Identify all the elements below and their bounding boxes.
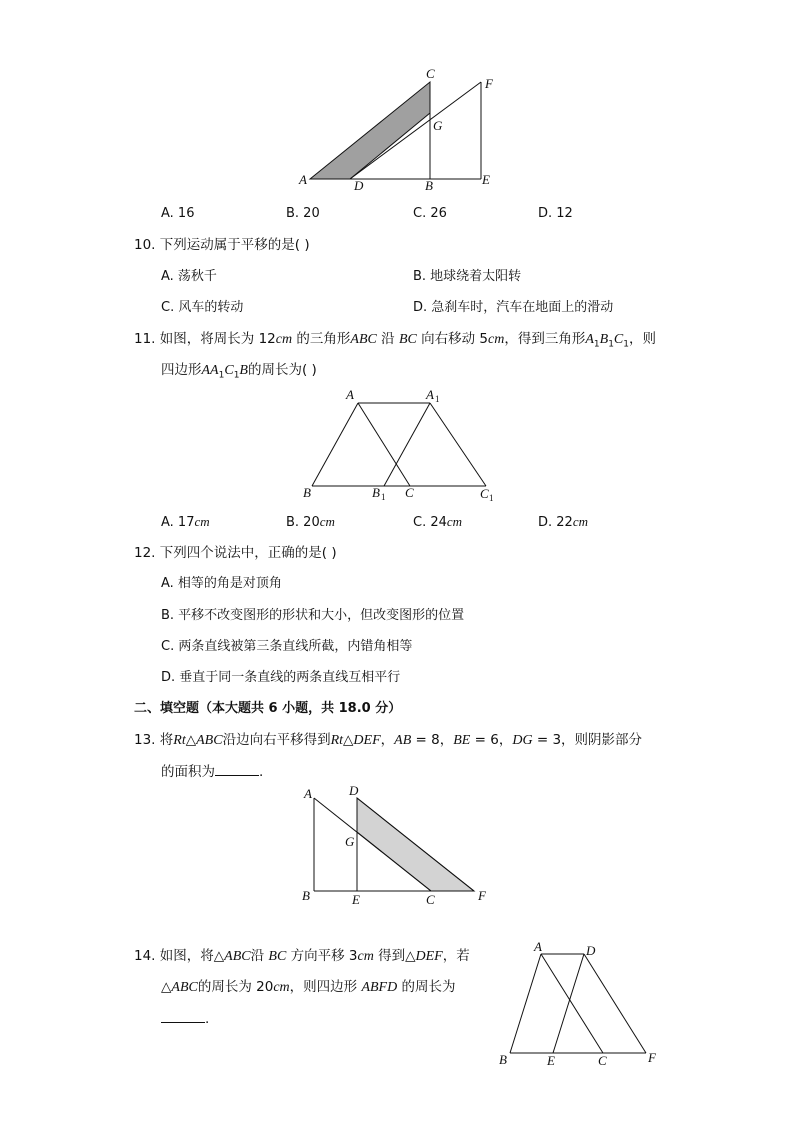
var: ABFD xyxy=(361,980,398,995)
text: 四边形 xyxy=(161,362,202,378)
var: Rt xyxy=(330,733,344,748)
figure-q9 xyxy=(290,62,510,197)
text: ，若 xyxy=(442,948,470,964)
q12-stem xyxy=(134,544,337,562)
text: 向右移动 5 xyxy=(416,331,488,347)
q11-number: 11. xyxy=(134,331,156,347)
q12-option-b[interactable]: B. 平移不改变图形的形状和大小，但改变图形的位置 xyxy=(161,608,465,623)
sub: 1 xyxy=(593,339,600,350)
text: ，则四边形 xyxy=(289,979,362,995)
text: = 6 xyxy=(470,732,499,748)
q11-option-d[interactable] xyxy=(538,513,588,532)
segment-a1b1 xyxy=(384,403,430,486)
segment-ab xyxy=(510,954,541,1053)
q10-stem xyxy=(134,236,310,254)
label-a: A xyxy=(346,387,354,402)
text: ，得到三角形 xyxy=(504,331,586,347)
text: 沿边向右平移得到 xyxy=(222,732,331,748)
q10-number: 10. xyxy=(134,237,156,253)
var: AB xyxy=(394,733,412,748)
text: ， xyxy=(380,732,395,748)
unit: cm xyxy=(273,980,290,995)
text: 沿 xyxy=(376,331,399,347)
text: ，则 xyxy=(629,331,656,347)
q12-option-d[interactable]: D. 垂直于同一条直线的两条直线互相平行 xyxy=(161,670,401,685)
q10-option-c[interactable]: C. 风车的转动 xyxy=(161,300,244,315)
var: A xyxy=(585,332,594,347)
text: B. 20 xyxy=(286,515,320,530)
label-c: C xyxy=(598,1053,607,1068)
label-f: F xyxy=(485,76,493,91)
q14-stem-line1 xyxy=(134,947,470,966)
segment-ac xyxy=(358,403,410,486)
label-b: B xyxy=(303,485,311,500)
label-b: B xyxy=(302,888,310,903)
unit: cm xyxy=(275,332,293,347)
section-title: 二、填空题（本大题共 6 小题，共 18.0 分） xyxy=(134,701,402,716)
q9-option-b[interactable]: B. 20 xyxy=(286,206,320,221)
label-c1: C xyxy=(480,486,489,501)
text: 将 xyxy=(159,732,174,748)
text: ，则阴影部分 xyxy=(561,732,643,748)
label-b1-sub: 1 xyxy=(381,492,386,502)
var: BE xyxy=(453,733,471,748)
q11-option-c[interactable] xyxy=(413,513,462,532)
text: A. 17 xyxy=(161,515,195,530)
var: DEF xyxy=(415,949,443,964)
text: = 8 xyxy=(411,732,440,748)
var: ABC xyxy=(196,733,223,748)
var: C xyxy=(613,332,624,347)
unit: cm xyxy=(194,514,210,529)
label-g: G xyxy=(345,834,355,849)
text: 的周长为( ) xyxy=(247,362,317,378)
label-c1-sub: 1 xyxy=(489,493,494,503)
text: 的周长为 20 xyxy=(197,979,274,995)
var: ABC xyxy=(224,949,251,964)
q14-stem-line3 xyxy=(161,1010,209,1028)
q10-option-d[interactable]: D. 急刹车时，汽车在地面上的滑动 xyxy=(413,300,614,315)
var: DEF xyxy=(353,733,381,748)
q11-text: 如图，将周长为 12 xyxy=(159,331,276,347)
q13-number: 13. xyxy=(134,732,156,748)
label-a: A xyxy=(304,786,312,801)
label-b: B xyxy=(499,1052,507,1067)
label-e: E xyxy=(482,172,490,187)
label-e: E xyxy=(352,892,360,907)
text: △ xyxy=(161,979,172,995)
text: ， xyxy=(498,732,513,748)
figure-q11 xyxy=(298,385,498,505)
q14-stem-line2 xyxy=(161,978,456,997)
q9-option-c[interactable]: C. 26 xyxy=(413,206,447,221)
q12-number: 12. xyxy=(134,545,156,561)
text: C. 24 xyxy=(413,515,447,530)
label-a1: A xyxy=(426,387,434,402)
sub: 1 xyxy=(233,370,240,381)
q9-option-a[interactable]: A. 16 xyxy=(161,206,195,221)
text: 得到△ xyxy=(373,948,416,964)
var: ABC xyxy=(171,980,198,995)
text: 的三角形 xyxy=(292,331,351,347)
segment-de xyxy=(553,954,584,1053)
label-b1: B xyxy=(372,485,380,500)
text: 如图，将△ xyxy=(159,948,225,964)
sub: 1 xyxy=(218,370,225,381)
unit: cm xyxy=(319,514,335,529)
q10-option-a[interactable]: A. 荡秋千 xyxy=(161,269,217,284)
text: . xyxy=(259,764,264,780)
q12-option-a[interactable]: A. 相等的角是对顶角 xyxy=(161,576,282,591)
label-a1-sub: 1 xyxy=(435,394,440,404)
q10-option-b[interactable]: B. 地球绕着太阳转 xyxy=(413,269,522,284)
segment-ab xyxy=(312,403,358,486)
answer-blank[interactable] xyxy=(161,1010,205,1023)
text: . xyxy=(205,1011,210,1027)
unit: cm xyxy=(446,514,463,529)
q13-stem-line2 xyxy=(161,763,263,781)
label-f: F xyxy=(478,888,486,903)
text: △ xyxy=(343,732,354,748)
text: = 3 xyxy=(532,732,562,748)
label-c: C xyxy=(426,66,435,81)
text: 沿 xyxy=(250,948,269,964)
unit: cm xyxy=(357,949,374,964)
segment-a1c1 xyxy=(430,403,486,486)
sub: 1 xyxy=(623,339,629,350)
text: ， xyxy=(439,732,454,748)
text: △ xyxy=(185,732,197,748)
answer-blank[interactable] xyxy=(215,763,259,776)
text: 方向平移 3 xyxy=(286,948,358,964)
unit: cm xyxy=(572,514,588,529)
label-d: D xyxy=(354,178,364,193)
unit: cm xyxy=(488,332,505,347)
text: 的周长为 xyxy=(397,979,456,995)
var: B xyxy=(599,332,609,347)
text: 的面积为 xyxy=(161,764,215,780)
label-b: B xyxy=(425,178,433,193)
label-c: C xyxy=(426,892,435,907)
q12-option-c[interactable]: C. 两条直线被第三条直线所截，内错角相等 xyxy=(161,639,413,654)
q14-number: 14. xyxy=(134,948,156,964)
q13-stem-line1 xyxy=(134,731,642,750)
label-a: A xyxy=(299,172,307,187)
label-f: F xyxy=(648,1050,656,1065)
q9-option-d[interactable]: D. 12 xyxy=(538,206,573,221)
label-a: A xyxy=(534,939,542,954)
var: C xyxy=(224,363,234,378)
var: DG xyxy=(512,733,533,748)
label-c: C xyxy=(405,485,414,500)
q11-option-a[interactable] xyxy=(161,513,210,532)
q12-text: 下列四个说法中，正确的是( ) xyxy=(159,545,337,561)
var: BC xyxy=(398,332,417,347)
label-g: G xyxy=(433,118,443,133)
sub: 1 xyxy=(608,339,614,350)
q10-text: 下列运动属于平移的是( ) xyxy=(159,237,310,253)
q11-stem-line1 xyxy=(134,330,656,354)
q11-option-b[interactable] xyxy=(286,513,335,532)
var: BC xyxy=(268,949,287,964)
label-d: D xyxy=(586,943,596,958)
var: B xyxy=(239,363,248,378)
q11-stem-line2 xyxy=(161,361,317,385)
figure-q13 xyxy=(296,782,496,907)
var: AA xyxy=(201,363,219,378)
var: ABC xyxy=(350,332,377,347)
label-d: D xyxy=(349,783,359,798)
figure-q14 xyxy=(492,938,668,1073)
var: Rt xyxy=(173,733,186,748)
text: D. 22 xyxy=(538,515,573,530)
label-e: E xyxy=(547,1053,555,1068)
